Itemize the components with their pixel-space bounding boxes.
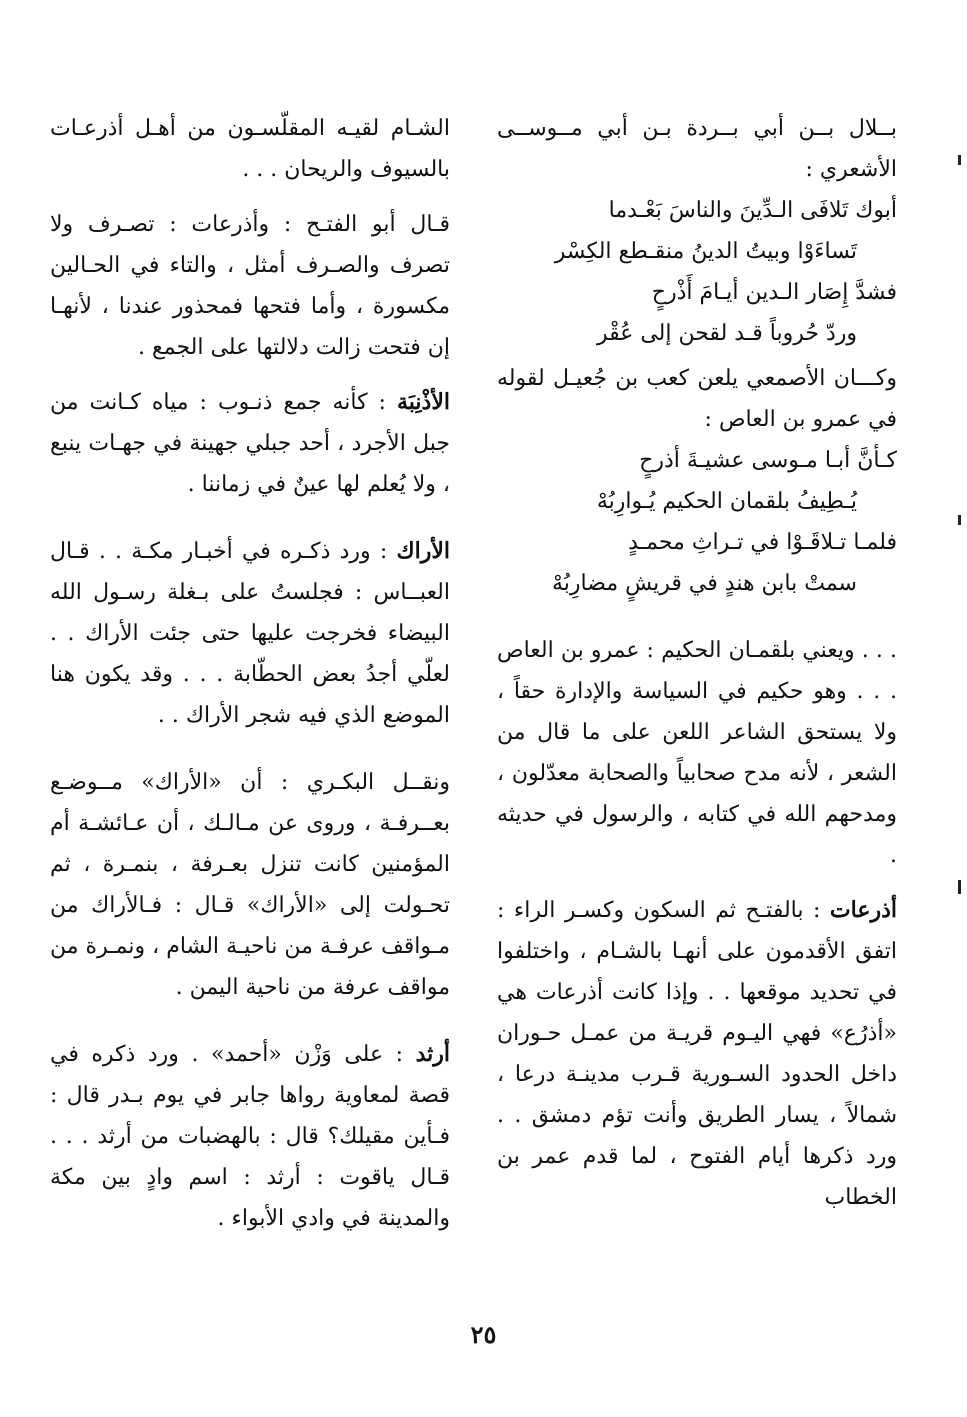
entry-body: : على وَزْن «أحمد» . ورد ذكره في قصة لمعاوية رواها جابر في يوم بـدر قال : فـأين مقيلك؟ قال : بالهضبات من أرثد . . . قـال ياقوت : أرثد : اسم وادٍ بين مكة والمدينة في وادي الأبواء .	[50, 1042, 450, 1231]
margin-mark	[958, 880, 961, 894]
entry-headword: الأذْنِبَة	[396, 389, 450, 415]
entry-adhraat	[497, 890, 897, 1218]
poem-2	[497, 440, 897, 604]
verse-line: وردّ حُروباً قـد لقحن إلى عُقْر	[596, 321, 857, 346]
margin-mark	[958, 155, 961, 165]
entry-body: : ورد ذكـره في أخبـار مكـة . . قـال العبــاس : فجلستُ على بـغلة رسـول الله البيضاء فخرجت عليها حتى جئت الأراك . . لعلّي أجدُ بعض الحطّابة . . . وقد يكون هنا الموضع الذي فيه شجر الأراك . .	[50, 539, 450, 728]
left-column	[50, 108, 450, 1239]
verse-line: كـأنَّ أبـا مـوسى عشيـةَ أذرحٍ	[639, 448, 897, 473]
entry-headword: أذرعات	[829, 897, 897, 923]
intro-paragraph: بــلال بــن أبي بــردة بـن أبي مــوســى الأشعري :	[497, 116, 897, 182]
paragraph: وكـــان الأصمعي يلعن كعب بن جُعيـل لقوله في عمرو بن العاص :	[497, 366, 897, 432]
entry-body: : كأنه جمع ذنـوب : مياه كـانت من جبل الأجرد ، أحد جبلي جهينة في جهـات ينبع ، ولا يُعلم لها عينٌ في زماننا .	[50, 390, 450, 497]
entry-body: : بالفتـح ثم السكون وكسـر الراء : اتفق الأقدمون على أنهـا بالشـام ، واختلفوا في تحديد موقعها . . وإذا كانت أذرعات هي «أذرُع» فهي اليـوم قريـة من عمـل حـوران داخل الحدود السـورية قـرب مدينـة درعا ، شمالاً ، يسار الطريق وأنت تؤم دمشق . . ورد ذكرها أيام الفتوح ، لما قدم عمر بن الخطاب	[497, 898, 897, 1210]
verse-line: سمتْ بابن هندٍ في قريشٍ مضارِبُهْ	[552, 571, 857, 596]
verse-line: أبوك تَلافَى الـدِّينَ والناسَ بَعْـدما	[608, 198, 897, 223]
paragraph: قـال أبو الفتـح : وأذرعات : تصـرف ولا تصرف والصـرف أمثل ، والتاء في الحـالين مكسورة ، وأما فتحها فمحذور عندنا ، لأنهـا إن فتحت زالت دلالتها على الجمع .	[50, 212, 450, 360]
right-column	[497, 108, 897, 1218]
page-number: ٢٥	[470, 1320, 497, 1349]
verse-line: تَساءَوْا وبيتُ الدينُ منقـطع الكِسْر	[554, 239, 857, 264]
entry-headword: الأراك	[396, 538, 450, 564]
entry-adhniba	[50, 382, 450, 505]
paragraph: الشـام لقيـه المقلّسـون من أهـل أذرعـات بالسيوف والريحان . . .	[50, 116, 450, 182]
entry-headword: أرثد	[415, 1041, 450, 1067]
entry-arak	[50, 531, 450, 736]
verse-line: يُـطِيفُ بلقمان الحكيم يُـوارِبُهْ	[596, 489, 857, 514]
margin-mark	[958, 515, 961, 525]
poem-1	[497, 190, 897, 354]
entry-arthad	[50, 1034, 450, 1239]
paragraph: ونقــل البكـري : أن «الأراك» مــوضـع بعــرفـة ، وروى عن مـالـك ، أن عـائشـة أم المؤمنين كانت تنزل بعـرفة ، بنمـرة ، ثم تحـولت إلى «الأراك» قـال : فـالأراك من مـواقف عرفـة من ناحيـة الشام ، ونمـرة من مواقف عرفة من ناحية اليمن .	[50, 770, 450, 1000]
verse-line: فشدَّ إِصَار الـدين أيـامَ أَذْرحٍ	[651, 280, 897, 305]
paragraph: . . . ويعني بلقمـان الحكيم : عمرو بن العاص . . . وهو حكيم في السياسة والإدارة حقاً ، ولا يستحق الشاعر اللعن على ما قال من الشعر ، لأنه مدح صحابياً والصحابة معدّلون ، ومدحهم الله في كتابه ، والرسول في حديثه .	[497, 638, 897, 868]
verse-line: فلمـا تـلاقَـوْا في تـراثِ محمـدٍ	[628, 530, 897, 555]
